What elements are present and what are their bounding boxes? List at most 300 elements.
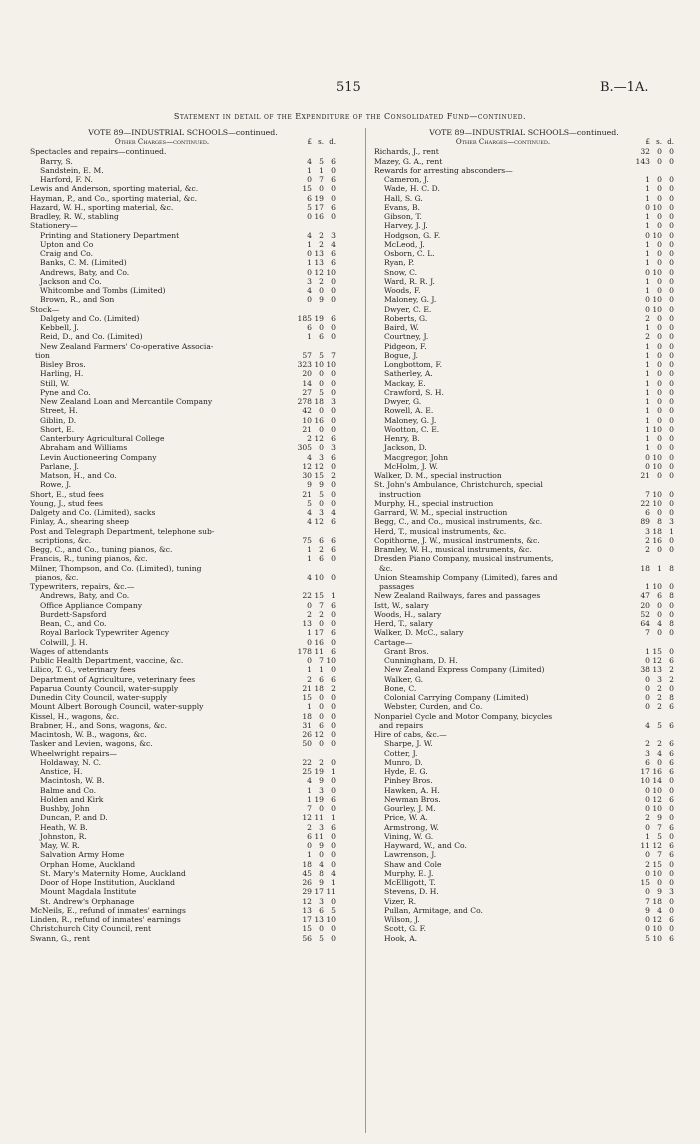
ledger-item-text: Longbottom, F.	[384, 360, 443, 369]
ledger-item-text: Dwyer, C. E.	[384, 304, 432, 314]
amount-shillings: 3	[319, 896, 324, 906]
ledger-item-text: Swann, G., rent	[30, 933, 90, 943]
ledger-row	[374, 212, 674, 221]
ledger-item-text: McHolm, J. W.	[384, 461, 438, 471]
ledger-item-text: Finlay, A., shearing sheep	[30, 517, 130, 527]
ledger-row	[374, 554, 674, 563]
amount-pounds: 21	[302, 683, 312, 693]
ledger-row	[30, 249, 336, 258]
ledger-item-text: Dwyer, G.	[384, 397, 422, 406]
ledger-item-text: Walker, D. M., special instruction	[374, 471, 502, 480]
amount-pence: 6	[669, 822, 674, 832]
ledger-item-text: Begg, C., and Co., musical instruments, &c.	[374, 517, 543, 527]
ledger-row	[30, 508, 336, 517]
ledger-item-text: Cunningham, D. H.	[384, 656, 458, 665]
amount-pounds: 1	[645, 443, 650, 453]
amount-shillings: 0	[319, 619, 324, 628]
amount-pounds: 1	[645, 369, 650, 379]
amount-shillings: 0	[657, 313, 662, 323]
amount-pence: 0	[669, 831, 674, 841]
ledger-item-text: and repairs	[379, 720, 424, 730]
amount-pounds: 56	[302, 933, 312, 943]
ledger-row	[374, 619, 674, 628]
ledger-row	[374, 675, 674, 684]
amount-pounds: 305	[297, 443, 312, 453]
ledger-row	[374, 721, 674, 730]
ledger-row	[374, 258, 674, 267]
amount-pence: 0	[331, 489, 336, 499]
amount-pence: 0	[669, 369, 674, 379]
ledger-row	[30, 804, 336, 813]
ledger-row	[30, 869, 336, 878]
amount-shillings: 7	[319, 600, 324, 610]
amount-shillings: 0	[319, 323, 324, 332]
ledger-item-text: Hyde, E. G.	[384, 767, 428, 776]
amount-pence: 0	[669, 397, 674, 406]
amount-pence	[324, 749, 336, 758]
ledger-item-text: Wheelwright repairs—	[30, 748, 117, 758]
amount-pounds	[632, 166, 650, 175]
amount-pence: 0	[331, 665, 336, 675]
amount-shillings	[650, 712, 662, 721]
amount-shillings: 16	[652, 767, 662, 776]
amount-pence: 0	[669, 498, 674, 508]
ledger-item-text: Lilico, T. G., veterinary fees	[30, 665, 136, 675]
amount-pounds: 1	[307, 702, 312, 712]
amount-shillings	[650, 480, 662, 489]
amount-pence: 0	[331, 572, 336, 582]
amount-pounds: 10	[302, 415, 312, 425]
amount-shillings: 5	[319, 350, 324, 360]
right-ledger-rows	[374, 147, 674, 943]
amount-shillings: 0	[319, 184, 324, 194]
amount-pounds: 6	[645, 508, 650, 517]
amount-shillings: 0	[319, 693, 324, 702]
amount-pounds	[294, 582, 312, 591]
amount-pence: 0	[669, 508, 674, 517]
amount-pence: 0	[669, 683, 674, 693]
amount-pence: 3	[331, 397, 336, 406]
ledger-row	[30, 184, 336, 193]
amount-pounds: 0	[645, 785, 650, 795]
amount-pence: 0	[331, 933, 336, 943]
amount-pounds: 5	[307, 202, 312, 212]
amount-pounds: 1	[307, 785, 312, 795]
amount-pounds: 3	[645, 526, 650, 536]
ledger-item-text: Dresden Piano Company, musical instruments,	[374, 554, 554, 564]
ledger-row	[30, 453, 336, 462]
amount-pence: 0	[669, 628, 674, 638]
amount-shillings: 6	[319, 554, 324, 564]
amount-pence: 0	[331, 785, 336, 795]
amount-pounds	[632, 573, 650, 582]
ledger-item-text: pianos, &c.	[35, 572, 79, 582]
amount-pence: 6	[669, 656, 674, 665]
ledger-row	[30, 351, 336, 360]
amount-shillings: 16	[314, 415, 324, 425]
amount-shillings: 0	[657, 387, 662, 397]
amount-pence: 6	[331, 646, 336, 656]
ledger-row	[374, 323, 674, 332]
amount-pence: 0	[669, 878, 674, 887]
ledger-row	[30, 240, 336, 249]
ledger-row	[30, 776, 336, 785]
amount-shillings: 5	[657, 720, 662, 730]
amount-shillings	[312, 305, 324, 314]
ledger-item-text: Maloney, G. J.	[384, 295, 437, 305]
amount-pounds: 15	[302, 184, 312, 194]
ledger-row	[30, 591, 336, 600]
amount-pounds: 1	[645, 646, 650, 656]
amount-shillings: 18	[652, 526, 662, 536]
amount-pounds: 4	[307, 572, 312, 582]
amount-pence: 0	[331, 387, 336, 397]
amount-shillings: 12	[652, 915, 662, 924]
ledger-item-text: Burdett-Sapsford	[40, 609, 107, 619]
left-pence-header: d.	[329, 138, 336, 146]
ledger-item-text: Webster, Curden, and Co.	[384, 702, 483, 712]
amount-pounds: 178	[297, 646, 312, 656]
amount-pence: 0	[669, 267, 674, 277]
ledger-item-text: Snow, C.	[384, 267, 418, 277]
ledger-row	[374, 601, 674, 610]
column-divider	[365, 128, 366, 1133]
ledger-row	[374, 425, 674, 434]
amount-shillings: 16	[314, 212, 324, 221]
amount-pence: 0	[669, 286, 674, 295]
ledger-item-text: Reid, D., and Co. (Limited)	[40, 332, 143, 342]
amount-pence: 0	[331, 850, 336, 860]
amount-pounds: 0	[645, 683, 650, 693]
ledger-row	[374, 268, 674, 277]
amount-pounds: 2	[645, 813, 650, 823]
ledger-row	[374, 379, 674, 388]
amount-pounds: 2	[307, 822, 312, 832]
amount-pounds: 1	[645, 831, 650, 841]
amount-pence: 0	[331, 332, 336, 342]
ledger-row	[30, 758, 336, 767]
amount-pounds: 0	[645, 452, 650, 462]
ledger-item-text: Woods, F.	[384, 286, 421, 295]
amount-pence: 0	[669, 582, 674, 591]
ledger-row	[30, 656, 336, 665]
amount-pounds: 31	[302, 720, 312, 730]
ledger-item-text: Bisley Bros.	[40, 360, 86, 369]
amount-pounds: 1	[645, 239, 650, 249]
amount-pounds: 52	[640, 609, 650, 619]
ledger-item-text: passages	[379, 582, 414, 591]
amount-pounds: 15	[640, 878, 650, 887]
amount-pounds: 13	[302, 905, 312, 915]
amount-pence: 0	[669, 221, 674, 231]
amount-shillings: 4	[657, 619, 662, 628]
amount-pence: 0	[331, 286, 336, 295]
amount-pence	[662, 573, 674, 582]
ledger-row	[374, 194, 674, 203]
ledger-row	[374, 406, 674, 415]
ledger-row	[374, 342, 674, 351]
amount-pence	[324, 342, 336, 351]
amount-shillings: 17	[314, 202, 324, 212]
amount-pounds: 323	[297, 360, 312, 369]
amount-shillings: 10	[652, 295, 662, 305]
ledger-row	[374, 628, 674, 637]
ledger-row	[374, 749, 674, 758]
amount-pounds: 30	[302, 471, 312, 480]
amount-pence: 0	[669, 332, 674, 342]
amount-shillings: 0	[319, 286, 324, 295]
amount-pounds: 1	[645, 323, 650, 332]
ledger-row	[30, 554, 336, 563]
ledger-row	[374, 878, 674, 887]
amount-pence: 0	[669, 452, 674, 462]
ledger-item-text: Still, W.	[40, 378, 70, 388]
amount-pounds: 1	[645, 258, 650, 268]
amount-shillings: 0	[657, 508, 662, 517]
amount-pounds: 4	[645, 720, 650, 730]
amount-pounds: 2	[307, 609, 312, 619]
amount-pence: 0	[669, 378, 674, 388]
amount-pence: 0	[669, 896, 674, 906]
amount-pounds: 0	[645, 230, 650, 240]
amount-shillings: 2	[319, 545, 324, 554]
ledger-row	[374, 499, 674, 508]
ledger-row	[30, 517, 336, 526]
amount-shillings: 13	[652, 665, 662, 675]
amount-shillings: 6	[319, 905, 324, 915]
amount-pence: 0	[331, 609, 336, 619]
amount-pounds: 278	[297, 397, 312, 406]
amount-shillings: 0	[657, 147, 662, 157]
amount-pence: 0	[331, 693, 336, 702]
amount-pounds: 1	[645, 415, 650, 425]
ledger-item-text: Roberts, G.	[384, 313, 428, 323]
amount-shillings: 11	[314, 831, 324, 841]
right-column	[374, 128, 674, 943]
amount-shillings	[312, 147, 324, 156]
amount-pounds: 1	[307, 628, 312, 638]
amount-pence	[662, 166, 674, 175]
ledger-row	[30, 628, 336, 637]
amount-pence	[662, 712, 674, 721]
amount-pounds: 1	[645, 406, 650, 416]
amount-pounds: 18	[302, 859, 312, 869]
ledger-item-text: Stevens, D. H.	[384, 887, 439, 897]
amount-shillings: 10	[652, 452, 662, 462]
amount-shillings: 0	[657, 628, 662, 638]
amount-pounds: 0	[645, 674, 650, 684]
amount-shillings: 0	[657, 350, 662, 360]
ledger-row	[374, 527, 674, 536]
amount-shillings: 10	[652, 489, 662, 499]
amount-pence: 0	[669, 804, 674, 813]
amount-pounds: 25	[302, 767, 312, 776]
ledger-row	[30, 841, 336, 850]
amount-shillings: 15	[314, 471, 324, 480]
amount-pence: 0	[669, 434, 674, 443]
ledger-row	[30, 638, 336, 647]
amount-pence: 3	[331, 443, 336, 453]
right-pounds-header: £	[645, 138, 650, 146]
amount-pounds	[294, 564, 312, 573]
ledger-item-text: Kissel, H., wagons, &c.	[30, 711, 120, 721]
amount-pounds: 6	[307, 831, 312, 841]
amount-shillings: 2	[657, 693, 662, 702]
amount-shillings: 9	[319, 841, 324, 850]
amount-pence: 6	[331, 535, 336, 545]
amount-shillings: 7	[319, 656, 324, 665]
amount-pence: 0	[669, 184, 674, 194]
ledger-item-text: Door of Hope Institution, Auckland	[40, 878, 175, 887]
amount-shillings: 6	[319, 332, 324, 342]
ledger-row	[30, 619, 336, 628]
amount-shillings: 3	[319, 822, 324, 832]
ledger-row	[374, 545, 674, 554]
ledger-row	[374, 684, 674, 693]
ledger-item-text: Holden and Kirk	[40, 794, 104, 804]
amount-pounds: 21	[302, 424, 312, 434]
amount-pounds: 47	[640, 591, 650, 601]
ledger-row	[30, 471, 336, 480]
amount-shillings: 5	[319, 387, 324, 397]
ledger-item-text: scriptions, &c.	[35, 535, 92, 545]
amount-pence: 0	[669, 535, 674, 545]
amount-pounds: 1	[645, 249, 650, 258]
amount-pounds: 20	[302, 369, 312, 379]
ledger-row	[30, 749, 336, 758]
amount-pence: 6	[669, 841, 674, 850]
statement-title: Statement in detail of the Expenditure of the Consolidated Fund—continued.	[173, 112, 527, 121]
amount-pence: 0	[669, 341, 674, 351]
amount-shillings	[650, 573, 662, 582]
amount-shillings	[312, 749, 324, 758]
amount-shillings: 0	[657, 156, 662, 166]
ledger-row	[30, 684, 336, 693]
ledger-item-text: Typewriters, repairs, &c.—	[30, 582, 135, 591]
amount-pounds: 7	[645, 489, 650, 499]
ledger-item-text: Harford, F. N.	[40, 175, 93, 184]
ledger-row	[374, 897, 674, 906]
ledger-row	[30, 490, 336, 499]
amount-pounds: 1	[645, 424, 650, 434]
ledger-row	[374, 638, 674, 647]
ledger-item-text: Jackson and Co.	[40, 276, 102, 286]
amount-pence: 1	[331, 813, 336, 823]
amount-pounds: 22	[302, 591, 312, 601]
amount-shillings: 0	[657, 415, 662, 425]
ledger-item-text: Mount Magdala Institute	[40, 887, 137, 897]
ledger-row	[374, 758, 674, 767]
ledger-item-text: Kebbell, J.	[40, 323, 79, 332]
amount-shillings: 2	[657, 739, 662, 749]
amount-shillings: 0	[319, 850, 324, 860]
ledger-row	[30, 860, 336, 869]
amount-pence	[324, 305, 336, 314]
amount-pence: 0	[669, 239, 674, 249]
amount-shillings: 6	[319, 535, 324, 545]
amount-shillings: 0	[657, 276, 662, 286]
amount-pence: 0	[331, 461, 336, 471]
ledger-item-text: Stationery—	[30, 221, 78, 231]
amount-shillings: 10	[652, 424, 662, 434]
ledger-row	[374, 767, 674, 776]
amount-pence: 2	[331, 471, 336, 480]
amount-pounds: 0	[645, 304, 650, 314]
amount-pounds: 2	[645, 535, 650, 545]
amount-pounds: 15	[302, 924, 312, 934]
amount-pounds: 20	[640, 600, 650, 610]
ledger-row	[30, 231, 336, 240]
ledger-item-text: St. John's Ambulance, Christchurch, special	[374, 480, 543, 490]
amount-pounds: 29	[302, 887, 312, 897]
ledger-item-text: Vizer, R.	[384, 896, 417, 906]
amount-pence: 6	[331, 545, 336, 554]
amount-shillings: 11	[314, 813, 324, 823]
amount-shillings: 0	[657, 221, 662, 231]
amount-shillings: 0	[657, 286, 662, 295]
amount-shillings: 16	[314, 637, 324, 647]
ledger-row	[374, 369, 674, 378]
amount-pence: 6	[669, 850, 674, 860]
ledger-row	[30, 795, 336, 804]
amount-pounds: 1	[645, 221, 650, 231]
ledger-row	[30, 175, 336, 184]
amount-shillings: 10	[652, 933, 662, 943]
ledger-row	[30, 360, 336, 369]
ledger-row	[374, 490, 674, 499]
amount-pounds: 7	[307, 804, 312, 813]
amount-shillings: 2	[319, 609, 324, 619]
amount-pounds: 0	[307, 267, 312, 277]
ledger-item-text: Cotter, J.	[384, 748, 418, 758]
amount-shillings: 16	[652, 535, 662, 545]
ledger-row	[30, 166, 336, 175]
ledger-item-text: McNeils, E., refund of inmates' earnings	[30, 905, 186, 915]
ledger-item-text: Rowe, J.	[40, 480, 71, 490]
amount-pence: 0	[669, 905, 674, 915]
amount-shillings	[312, 564, 324, 573]
ledger-item-text: Macintosh, W. B.	[40, 776, 105, 786]
ledger-item-text: Gourley, J. M.	[384, 804, 436, 813]
amount-pounds: 18	[640, 563, 650, 573]
amount-shillings: 19	[314, 767, 324, 776]
amount-shillings: 10	[652, 304, 662, 314]
ledger-row	[30, 712, 336, 721]
amount-shillings: 0	[319, 424, 324, 434]
amount-pounds: 1	[307, 850, 312, 860]
amount-shillings: 3	[319, 508, 324, 517]
amount-pence: 0	[669, 387, 674, 397]
amount-shillings: 0	[657, 258, 662, 268]
amount-pounds: 7	[645, 628, 650, 638]
amount-pence: 0	[669, 360, 674, 369]
ledger-row	[374, 850, 674, 859]
amount-pence: 0	[331, 369, 336, 379]
ledger-row	[30, 730, 336, 739]
amount-pounds: 12	[302, 896, 312, 906]
amount-pounds: 0	[645, 267, 650, 277]
amount-shillings: 9	[657, 887, 662, 897]
amount-pence: 0	[331, 702, 336, 712]
ledger-row	[374, 795, 674, 804]
amount-pence: 6	[669, 748, 674, 758]
ledger-row	[30, 212, 336, 221]
amount-shillings: 9	[319, 878, 324, 887]
amount-pounds: 1	[645, 286, 650, 295]
ledger-row	[30, 416, 336, 425]
ledger-row	[30, 665, 336, 674]
ledger-row	[374, 776, 674, 785]
